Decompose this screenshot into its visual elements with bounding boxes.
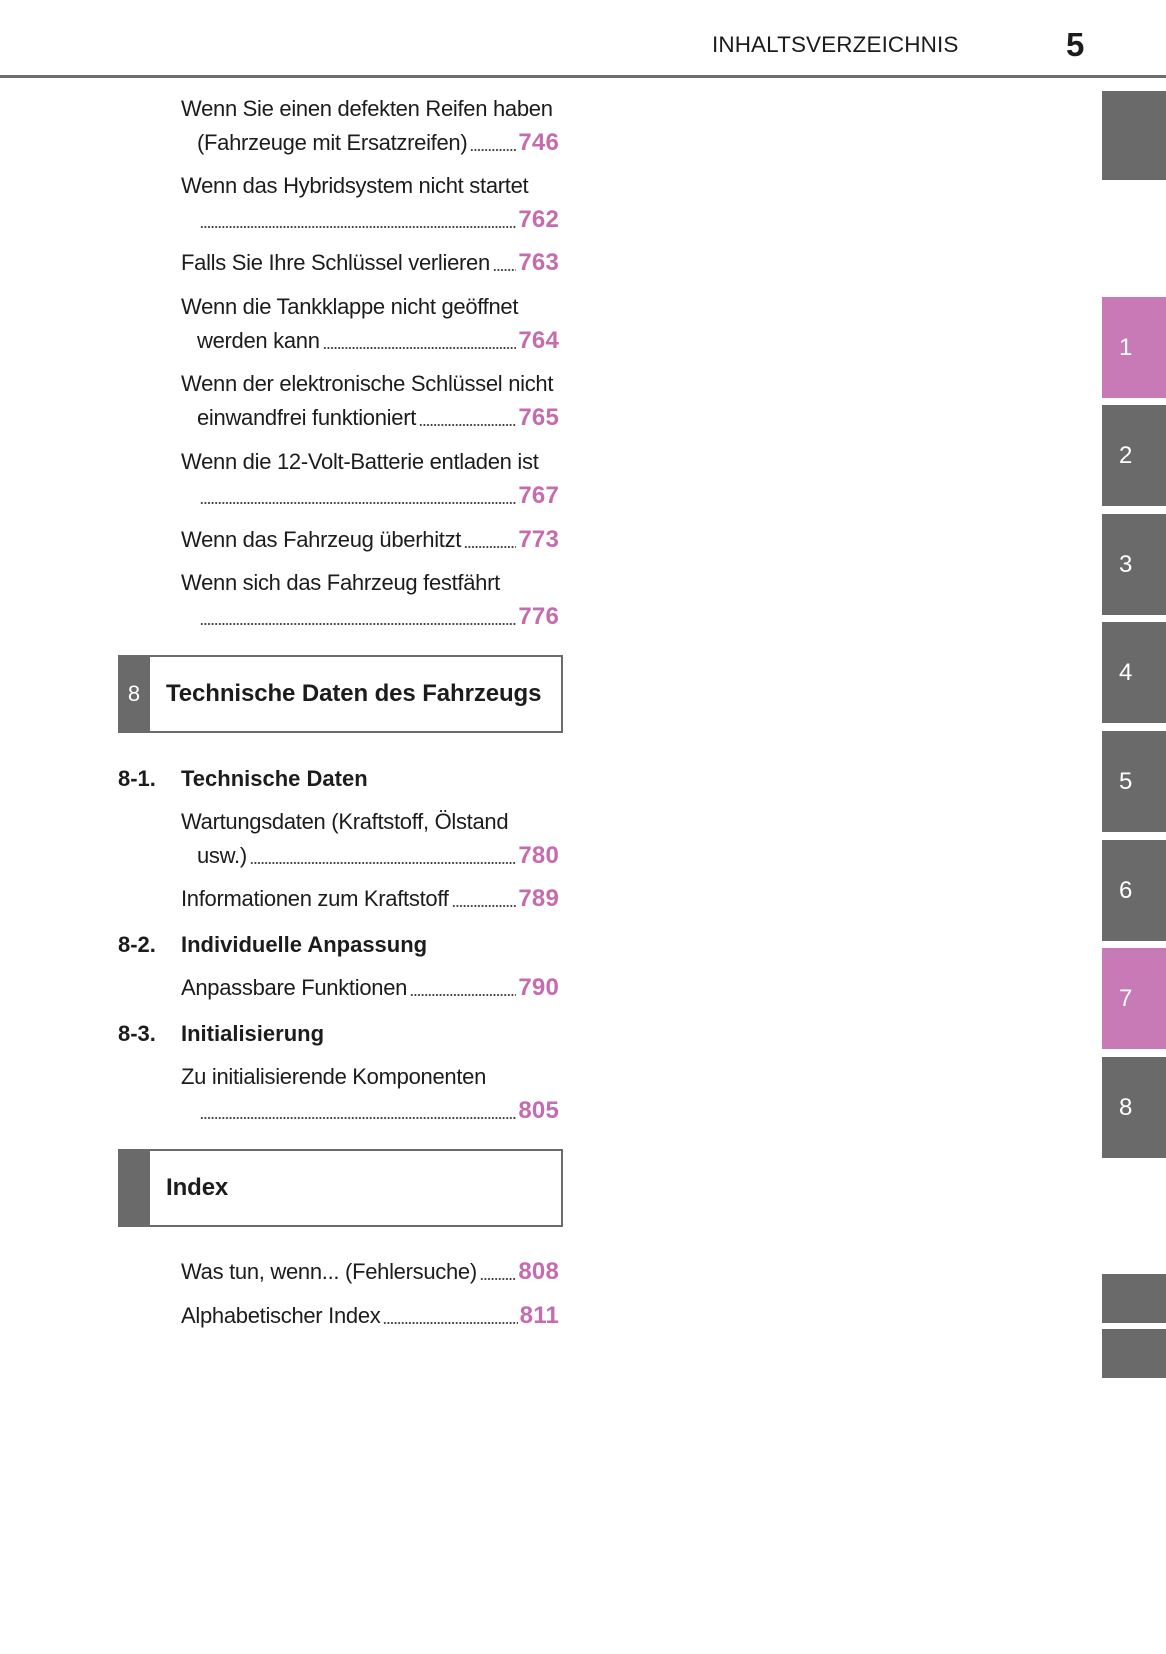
toc-page-ref: 780 bbox=[518, 842, 559, 869]
toc-entry[interactable] bbox=[181, 94, 559, 158]
toc-entry-line bbox=[197, 1096, 559, 1126]
dot-leader bbox=[323, 326, 517, 356]
toc-entry[interactable] bbox=[181, 1062, 559, 1126]
dot-leader bbox=[452, 884, 517, 914]
toc-entry-line bbox=[181, 1257, 559, 1287]
toc-entry-line bbox=[181, 171, 559, 201]
dot-leader bbox=[250, 841, 516, 871]
side-tab-chapter-1[interactable] bbox=[1102, 297, 1166, 398]
toc-entry-title: Wenn der elektronische Schlüssel nicht bbox=[181, 371, 554, 396]
side-tab-label: 1 bbox=[1119, 333, 1133, 361]
side-tab-label: 2 bbox=[1119, 441, 1133, 469]
side-tab-blank-bottom-2 bbox=[1102, 1329, 1166, 1378]
toc-entry-line bbox=[197, 205, 559, 235]
toc-entry-title: Wartungsdaten (Kraftstoff, Ölstand bbox=[181, 809, 509, 834]
side-tab-label: 5 bbox=[1119, 767, 1133, 795]
toc-entry[interactable] bbox=[181, 369, 559, 433]
side-tab-blank-bottom-1 bbox=[1102, 1274, 1166, 1323]
toc-entry[interactable] bbox=[181, 292, 559, 356]
side-tab-chapter-8[interactable] bbox=[1102, 1057, 1166, 1158]
toc-entry-line bbox=[197, 326, 559, 356]
toc-entry-title: Zu initialisierende Komponenten bbox=[181, 1064, 487, 1089]
toc-entry[interactable] bbox=[181, 807, 559, 871]
toc-entry-line bbox=[181, 447, 559, 477]
toc-entry[interactable] bbox=[181, 525, 559, 555]
chapter-heading-index[interactable] bbox=[118, 1149, 563, 1227]
toc-entry-line bbox=[181, 369, 559, 399]
toc-entry-title-continued: einwandfrei funktioniert bbox=[197, 405, 417, 430]
toc-entry[interactable] bbox=[181, 447, 559, 511]
running-header-title: INHALTSVERZEICHNIS bbox=[712, 32, 959, 57]
toc-entry[interactable] bbox=[181, 973, 559, 1003]
toc-entry-line bbox=[181, 1062, 559, 1092]
toc-entry-title-continued: (Fahrzeuge mit Ersatzreifen) bbox=[197, 130, 468, 155]
toc-entry-line bbox=[197, 602, 559, 632]
section-title: Technische Daten bbox=[181, 766, 368, 791]
side-tab-label: 7 bbox=[1119, 984, 1133, 1012]
chapter-title: Index bbox=[166, 1174, 229, 1201]
toc-page-ref: 762 bbox=[518, 206, 559, 233]
dot-leader bbox=[419, 403, 516, 433]
toc-entry-title: Wenn die Tankklappe nicht geöffnet bbox=[181, 294, 519, 319]
toc-page-ref: 789 bbox=[518, 885, 559, 912]
toc-entry-line bbox=[197, 403, 559, 433]
toc-entry-title: Anpassbare Funktionen bbox=[181, 975, 408, 1000]
side-tab-label: 3 bbox=[1119, 550, 1133, 578]
side-tab-chapter-3[interactable] bbox=[1102, 514, 1166, 615]
chapter-marker-bar bbox=[118, 1149, 150, 1227]
dot-leader bbox=[383, 1301, 517, 1331]
header-rule bbox=[0, 75, 1166, 78]
toc-page-ref: 790 bbox=[518, 974, 559, 1001]
toc-entry-line bbox=[181, 807, 559, 837]
dot-leader bbox=[200, 205, 516, 235]
section-title: Initialisierung bbox=[181, 1021, 325, 1046]
dot-leader bbox=[493, 248, 516, 278]
dot-leader bbox=[480, 1257, 516, 1287]
toc-entry[interactable] bbox=[181, 248, 559, 278]
dot-leader bbox=[200, 1096, 516, 1126]
toc-page-ref: 773 bbox=[518, 526, 559, 553]
page-number: 5 bbox=[1066, 26, 1085, 63]
section-number: 8-2. bbox=[118, 932, 156, 957]
dot-leader bbox=[464, 525, 516, 555]
toc-entry-line bbox=[197, 128, 559, 158]
toc-page-ref: 808 bbox=[518, 1258, 559, 1285]
toc-page-ref: 746 bbox=[518, 129, 559, 156]
toc-entry-title: Informationen zum Kraftstoff bbox=[181, 886, 449, 911]
toc-entry-title: Wenn Sie einen defekten Reifen haben bbox=[181, 96, 553, 121]
toc-page-ref: 776 bbox=[518, 603, 559, 630]
toc-entry-title: Wenn die 12-Volt-Batterie entladen ist bbox=[181, 449, 539, 474]
toc-page-ref: 767 bbox=[518, 482, 559, 509]
toc-entry[interactable] bbox=[181, 171, 559, 235]
side-tab-chapter-7[interactable] bbox=[1102, 948, 1166, 1049]
toc-page-ref: 763 bbox=[518, 249, 559, 276]
toc-entry-title: Was tun, wenn... (Fehlersuche) bbox=[181, 1259, 477, 1284]
side-tab-chapter-6[interactable] bbox=[1102, 840, 1166, 941]
section-heading[interactable] bbox=[118, 930, 563, 960]
toc-page-ref: 811 bbox=[519, 1302, 559, 1329]
toc-entry-line bbox=[197, 481, 559, 511]
toc-entry-title: Wenn das Hybridsystem nicht startet bbox=[181, 173, 529, 198]
toc-entry-title: Falls Sie Ihre Schlüssel verlieren bbox=[181, 250, 490, 275]
toc-page-ref: 765 bbox=[518, 404, 559, 431]
side-tab-label: 4 bbox=[1119, 658, 1133, 686]
section-heading[interactable] bbox=[118, 1019, 563, 1049]
dot-leader bbox=[200, 602, 516, 632]
toc-entry-title: Wenn sich das Fahrzeug festfährt bbox=[181, 570, 500, 595]
dot-leader bbox=[410, 973, 516, 1003]
side-tab-chapter-4[interactable] bbox=[1102, 622, 1166, 723]
toc-entry[interactable] bbox=[181, 1257, 559, 1287]
side-tab-blank-top bbox=[1102, 91, 1166, 180]
toc-entry-line bbox=[197, 841, 559, 871]
toc-entry-title: Alphabetischer Index bbox=[181, 1303, 381, 1328]
toc-entry-title-continued: usw.) bbox=[197, 843, 247, 868]
chapter-number: 8 bbox=[118, 655, 150, 733]
toc-entry-line bbox=[181, 1301, 559, 1331]
toc-entry-line bbox=[181, 568, 559, 598]
chapter-heading-8[interactable] bbox=[118, 655, 563, 733]
section-heading[interactable] bbox=[118, 764, 563, 794]
toc-page-ref: 764 bbox=[518, 327, 559, 354]
side-tab-label: 8 bbox=[1119, 1093, 1133, 1121]
toc-entry-line bbox=[181, 884, 559, 914]
toc-entry-line bbox=[181, 94, 559, 124]
section-title: Individuelle Anpassung bbox=[181, 932, 428, 957]
dot-leader bbox=[470, 128, 516, 158]
dot-leader bbox=[200, 481, 516, 511]
side-tab-chapter-2[interactable] bbox=[1102, 405, 1166, 506]
toc-entry[interactable] bbox=[181, 884, 559, 914]
toc-entry-line bbox=[181, 973, 559, 1003]
toc-page-ref: 805 bbox=[518, 1097, 559, 1124]
toc-entry-title-continued: werden kann bbox=[197, 328, 320, 353]
toc-entry-line bbox=[181, 292, 559, 322]
chapter-title: Technische Daten des Fahrzeugs bbox=[166, 680, 542, 707]
side-tab-label: 6 bbox=[1119, 876, 1133, 904]
section-number: 8-3. bbox=[118, 1021, 156, 1046]
toc-entry-line bbox=[181, 248, 559, 278]
toc-entry-line bbox=[181, 525, 559, 555]
section-number: 8-1. bbox=[118, 766, 156, 791]
side-tab-chapter-5[interactable] bbox=[1102, 731, 1166, 832]
toc-entry-title: Wenn das Fahrzeug überhitzt bbox=[181, 527, 462, 552]
toc-entry[interactable] bbox=[181, 568, 559, 632]
toc-entry[interactable] bbox=[181, 1301, 559, 1331]
